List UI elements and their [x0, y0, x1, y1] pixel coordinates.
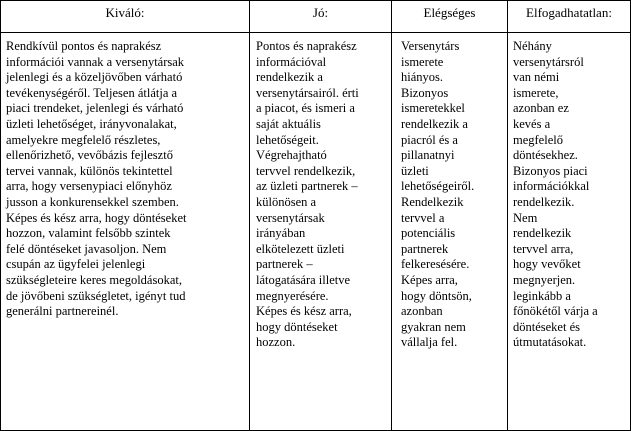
cell-kivalo: Rendkívül pontos és naprakész információi vannak a versenytársak jelenlegi és a közeljövőben várható tevékenységéről. Teljesen átlátja a piaci trendeket, jelenlegi és várható üzleti lehetőséget, irányvonalakat, amelyekre megfelelő részletes, ellenőrizhető, vevőbázis fejlesztő tervei vannak, különös tekintettel arra, hogy versenypiaci előnyhöz jusson a konkurensekkel szemben. Képes és kész arra, hogy döntéseket hozzon, valamint felsőbb szintek felé döntéseket javasoljon. Nem csupán az ügyfelei jelenlegi szükségleteire keres megoldásokat, de jövőbeni szükségletet, igényt tud generálni partnereinél.	[6, 39, 187, 319]
cell-elegseges: Versenytárs ismerete hiányos. Bizonyos ismeretekkel rendelkezik a piacról és a pillanatnyi üzleti lehetőségeiről. Rendelkezik tervvel a potenciális partnerek felkeresésére. Képes arra, hogy döntsön, azonban gyakran nem vállalja fel.	[401, 39, 475, 350]
cell-jo: Pontos és naprakész információval rendelkezik a versenytársairól. érti a piacot, és ismeri a saját aktuális lehetőségeit. Végrehajtható tervvel rendelkezik, az üzleti partnerek – különösen a versenytársak irányában elkötelezett üzleti partnerek – látogatására illetve megnyerésére. Képes és kész arra, hogy döntéseket hozzon.	[256, 39, 359, 350]
column-divider	[249, 1, 250, 430]
header-elegseges: Elégséges	[423, 5, 476, 20]
header-kivalo: Kiváló:	[105, 5, 145, 20]
column-divider	[391, 1, 392, 430]
header-elfogadhatatlan: Elfogadhatatlan:	[526, 5, 612, 20]
header-divider	[1, 32, 630, 33]
column-divider	[507, 1, 508, 430]
cell-elfogadhatatlan: Néhány versenytársról van némi ismerete, azonban ez kevés a megfelelő döntésekhez. Bizonyos piaci információkkal rendelkezik. Nem rendelkezik tervvel arra, hogy vevőket megnyerjen. leginkább a főnökétől várja a döntéseket és útmutatásokat.	[513, 39, 598, 350]
header-jo: Jó:	[312, 5, 329, 20]
